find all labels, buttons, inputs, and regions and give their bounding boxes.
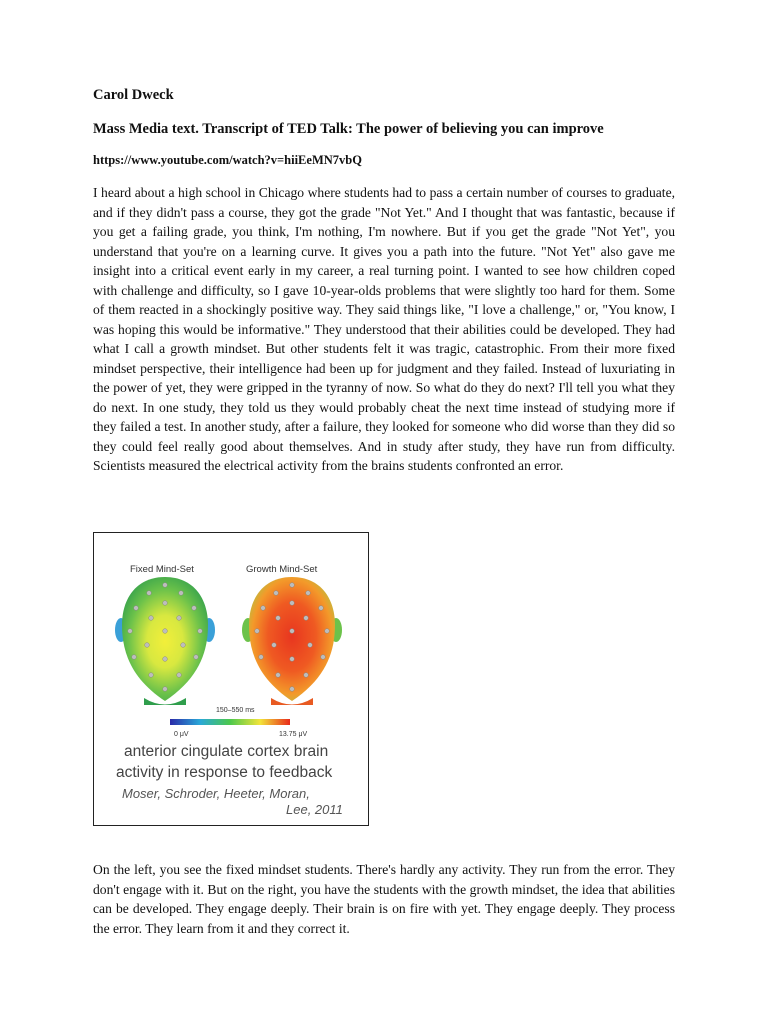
transcript-paragraph-2: On the left, you see the fixed mindset students. There's hardly any activity. They run from the error. They don't engage with it. But on the right, you have the students with the growth mindset, the idea that abilities can be developed. They engage deeply. Their brain is on fire with yet. They engage deeply. They process the error. They learn from it and they correct it. [93,862,675,936]
figure-citation-line-2: Lee, 2011 [286,802,343,817]
transcript-paragraph-1: I heard about a high school in Chicago where students had to pass a certain number of courses to graduate, and if they didn't pass a course, they got the grade "Not Yet." And I thought that was fantastic, because if you get a failing grade, you think, I'm nothing, I'm nowhere. But if you get the grade "Not Yet", you understand that you're on a learning curve. It gives you a path into the future. "Not Yet" also gave me insight into a critical event early in my career, a real turning point. I wanted to see how children coped with challenge and difficulty, so I gave 10-year-olds problems that were slightly too hard for them. Some of them reacted in a shockingly positive way. They said things like, "I love a challenge," or, "You know, I was hoping this would be informative." They understood that their abilities could be developed. They had what I call a growth mindset. But other students felt it was tragic, catastrophic. From their more fixed mindset perspective, their intelligence had been up for judgment and they failed. Instead of luxuriating in the power of yet, they were gripped in the tyranny of now. So what do they do next? I'll tell you what they do next. In one study, they told us they would probably cheat the next time instead of studying more if they failed a test. In another study, after a failure, they looked for someone who did worse than they did so they could feel really good about themselves. And in study after study, they have run from difficulty. Scientists measured the electrical activity from the brains students confronted an error. [93,185,675,473]
figure-caption-line-1: anterior cingulate cortex brain [124,743,329,760]
scale-max-label: 13.75 μV [279,731,308,738]
fixed-mindset-head [115,577,215,705]
time-window-label: 150–550 ms [216,707,255,714]
growth-mindset-label: Growth Mind-Set [246,564,318,575]
document-title: Mass Media text. Transcript of TED Talk: The power of believing you can improve [93,121,604,137]
growth-mindset-head [242,577,342,705]
figure-citation-line-1: Moser, Schroder, Heeter, Moran, [122,786,310,801]
brain-heads-illustration [94,533,370,827]
figure-caption-line-2: activity in response to feedback [116,764,333,781]
brain-activity-figure [93,532,369,826]
scale-min-label: 0 μV [174,731,189,738]
fixed-mindset-label: Fixed Mind-Set [130,564,194,575]
video-link[interactable]: https://www.youtube.com/watch?v=hiiEeMN7vbQ [93,153,362,167]
author-name: Carol Dweck [93,87,174,103]
color-scale-bar [170,719,290,725]
